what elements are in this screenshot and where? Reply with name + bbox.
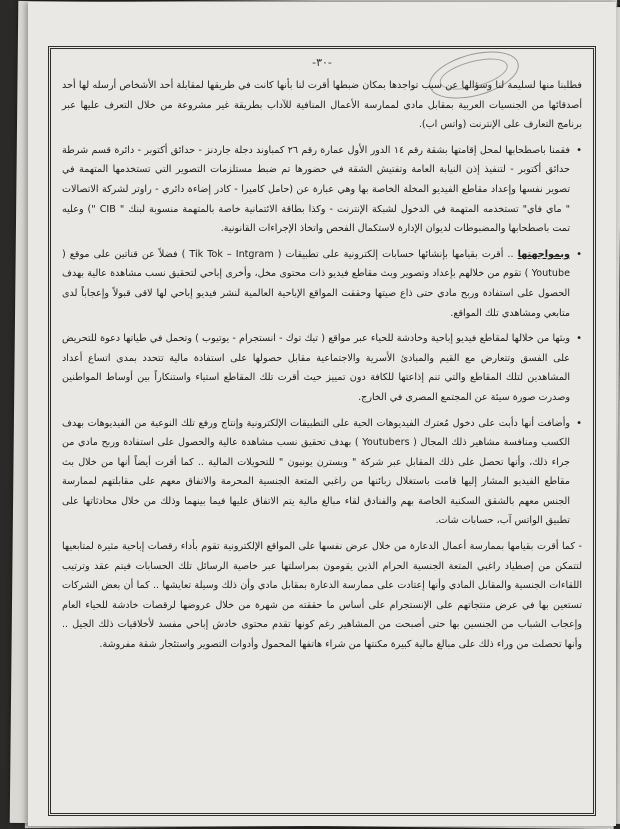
- bullet-icon: •: [576, 248, 582, 260]
- document-page: [28, 2, 616, 826]
- bullet-icon: •: [576, 144, 582, 156]
- paragraph-text: وبثها من خلالها لمقاطع فيديو إباحية وخادشة للحياء عبر مواقع ( تيك توك - انستجرام - يوتيوب ) وتحمل في طياتها دعوة للتحريض على الفسق وتتعارض مع القيم والمبادئ الأسرية والاجتماعية مقابل حصولها على استفادة مالية تتحدد بمدى اتساع أعداد المشاهدين لتلك المقاطع والتي تنم إذاعتها للكافة دون تمييز حيث أقرت تلك المقاطع استياء واستنكاراً بين أوساط المواطنين وصدرت صورة سيئة عن المجتمع المصري في الخارج.: [62, 333, 570, 403]
- bullet-icon: •: [576, 333, 582, 345]
- paragraph-text: - كما أقرت بقيامها بممارسة أعمال الدعارة من خلال عرض نفسها على المواقع الإلكترونية تقوم بأداء رقصات إباحية مثيرة لمتابعيها لتتمكن من إصطياد راغبي المتعة الجنسية الحرام الذين يقومون بمراسلتها عبر خاصية الرسائل تلك الحسابات فيتم عقد وترتيب اللقاءات الجنسية والمقابل المادي وأنها إعتادت على ممارسة الدعارة بمقابل مادي وأن ذلك وسيلة تعايشها .. كما أن بعض الشركات تستعين بها في عرض منتجاتهم على الإنستجرام على أساس ما حققته من شهرة من خلال عروضها لرقصات خادشة للحياء العام وإعجاب الشباب من الجنسين بها حتى أصبحت من المشاهير رغم كونها تقدم محتوى خادش إباحي مفسد لأخلاقيات ذلك الجيل .. وأنها تحصلت من وراء ذلك على مبالغ مالية كبيرة مكنتها من شراء هاتفها المحمول وأدوات التصوير واستئجار شقة مفروشة.: [62, 541, 582, 651]
- paragraph: [62, 414, 582, 532]
- paragraph-lead: وبمواجهتها: [517, 248, 570, 260]
- paragraph: [62, 141, 582, 239]
- paragraph: [62, 245, 582, 323]
- paragraph-text: .. أقرت بقيامها بإنشائها حسابات إلكترونية على تطبيقات ( Tik Tok – Intgram ) فضلاً عن قناتين على موقع ( Youtube ) تقوم من خلالهم بإعداد وتصوير وبث مقاطع فيديو ذات محتوى مخل، وأخرى إباحي لتحقيق نسب مشاهدة عالية بهدف الحصول على استفادة وربح مادي حتى ذاع صيتها وحققت المواقع الإباحية العالمية لنشر فيديو إباحي لها لاقى قبولاً وإعجاباً لدى متابعي ومشاهدي تلك المواقع.: [62, 248, 570, 319]
- paragraph-text: فقمنا باصطحابها لمحل إقامتها بشقة رقم ١٤ الدور الأول عمارة رقم ٢٦ كمباوند دجلة جاردنز - حدائق أكتوبر - دائرة قسم شرطة حدائق أكتوبر - لتنفيذ إذن النيابة العامة وتفتيش الشقة في حضورها تم ضبط مستلزمات التصوير التي تستخدمها المتهمة في تصوير نفسها وإعداد مقاطع الفيديو المخلة الخاصة بها وهي عبارة عن (حامل كاميرا - كادر إضاءة دائري - راوتر لشركة الاتصالات " ماي فاي" تستخدمه المتهمة في الدخول لشبكة الإنترنت - وكذا بطاقة الائتمانية خاصة بالمتهمة منسوبة لبنك " CIB ") وعليه تمت باصطحابها والمضبوطات لديوان الإدارة لاستكمال الفحص واتخاذ الإجراءات القانونية.: [62, 144, 571, 235]
- paragraph: [62, 329, 582, 407]
- paragraph: [62, 76, 582, 135]
- paragraph: [62, 537, 582, 655]
- document-body: [62, 76, 582, 812]
- paragraph-text: فطلبنا منها لسليمة لنا وسؤالها عن سبب تواجدها بمكان ضبطها أقرت لنا بأنها كانت في طريقها لمقابلة أحد الأشخاص أرسله لها أحد أصدقائها من الجنسيات العربية بمقابل مادي لممارسة الأعمال المنافية للآداب بطريقة غير مشروعة من خلال التعرف عليها عبر برنامج التعارف على الإنترنت (واتس اب).: [62, 80, 582, 131]
- page-number: -٣٠-: [312, 56, 332, 69]
- bullet-icon: •: [576, 417, 582, 429]
- paragraph-text: وأضافت أنها دأبت على دخول مُعترك الفيديوهات الحية على التطبيقات الإلكترونية وإنتاج ورفع تلك النوعية من الفيديوهات بهدف الكسب ومنافسة مشاهير ذلك المجال ( Youtubers ) بهدف تحقيق نسب مشاهدة عالية والحصول على استفادة وربح مادي من جراء ذلك، وأنها تحصل على ذلك المقابل عبر شركة " ويسترن يونيون " للتحويلات المالية .. كما أقرت أيضاً أنها من خلال بث مقاطع الفيديو المشار إليها قامت باستغلال زبائنها من راغبي المتعة الجنسية المحرمة والاتفاق معهم على مقابلتهم لممارسة الجنس معهم بالشقق السكنية الخاصة بهم والفنادق لقاء مبالغ مالية يتم الاتفاق عليها فيما بينهما وذلك من خلال محادثاتها على تطبيق الواتس آب، حسابات شات.: [62, 417, 571, 527]
